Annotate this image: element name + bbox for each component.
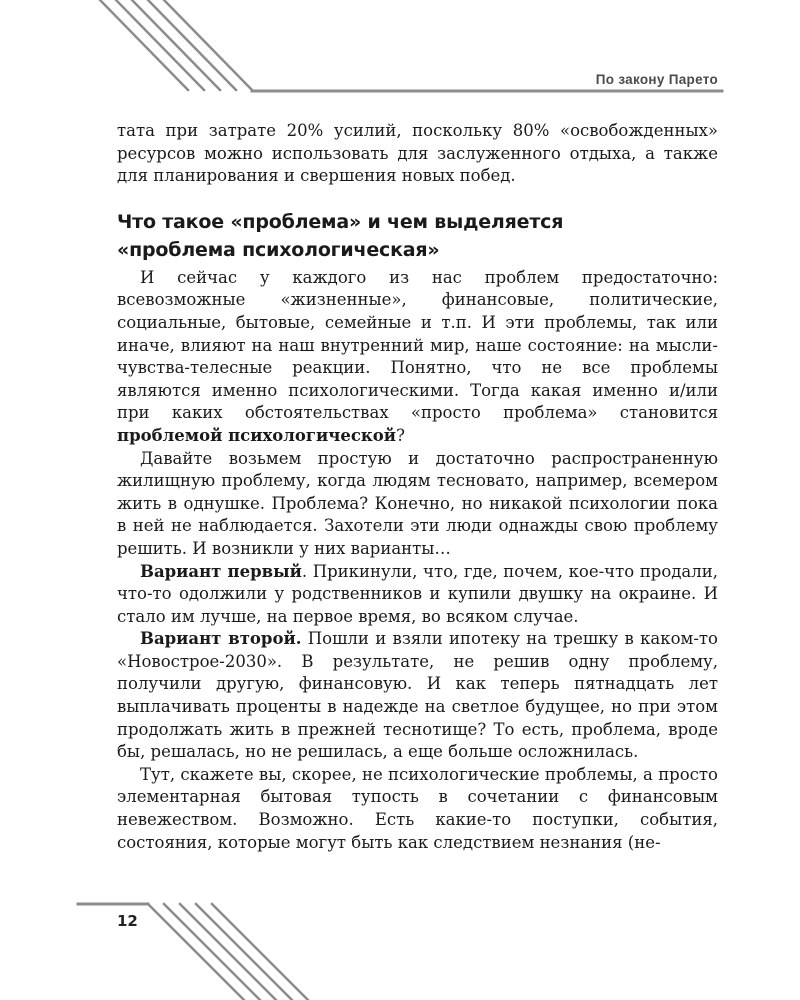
paragraph-variant-two <box>117 628 718 764</box>
bottom-stripes-decoration <box>78 904 308 1000</box>
running-header-title: По закону Парето <box>595 72 718 87</box>
paragraph-1-text: И сейчас у каждого из нас проблем предостаточно: всевозможные «жизненные», финансовые, политические, социальные, бытовые, семейные и т.п. И эти проблемы, так или иначе, влияют на наш внутренний мир, наше состояние: на мысли-чувства-телесные реакции. Понятно, что не все проблемы являются именно психологическими. Тогда какая именно и/или при каких обстоятельствах «просто проблема» становится <box>117 267 718 423</box>
variant-two-label: Вариант второй. <box>140 629 302 649</box>
section-heading <box>117 208 718 264</box>
page-number: 12 <box>117 912 138 930</box>
variant-two-text: Пошли и взяли ипотеку на трешку в каком-то «Новострое-2030». В результате, не решив одну проблему, получили другую, финансовую. И как теперь пятнадцать лет выплачивать проценты в надежде на светлое будущее, но при этом продолжать жить в прежней теснотище? То есть, проблема, вроде бы, решалась, но не решилась, а еще больше осложнилась. <box>117 629 718 762</box>
paragraph-1-emphasis: проблемой психологической <box>117 425 397 445</box>
paragraph-2: Давайте возьмем простую и достаточно распространенную жилищную проблему, когда людям тесновато, например, всемером жить в однушке. Проблема? Конечно, но никакой психологии пока в ней не наблюдается. Захотели эти люди однажды свою проблему решить. И возникли у них варианты… <box>117 448 718 558</box>
section-heading-line-2: «проблема психологическая» <box>117 238 440 261</box>
opening-paragraph: тата при затрате 20% усилий, поскольку 80% «освобожденных» ресурсов можно использовать для заслуженного отдыха, а также для планирования и свершения новых побед. <box>117 121 718 186</box>
paragraph-variant-one <box>117 561 718 629</box>
section-heading-line-1: Что такое «проблема» и чем выделяется <box>117 210 564 233</box>
paragraph-1-end: ? <box>396 425 405 445</box>
page-body <box>117 120 718 854</box>
variant-one-label: Вариант первый <box>140 561 302 581</box>
paragraph-1 <box>117 267 718 448</box>
variant-one-text: . Прикинули, что, где, почем, кое-что продали, что-то одолжили у родственников и купили двушку на окраине. И стало им лучше, на первое время, во всяком случае. <box>117 561 718 626</box>
paragraph-5: Тут, скажете вы, скорее, не психологические проблемы, а просто элементарная бытовая тупость в сочетании с финансовым невежеством. Возможно. Есть какие-то поступки, события, состояния, которые могут быть как следствием незнания (не- <box>117 764 718 852</box>
